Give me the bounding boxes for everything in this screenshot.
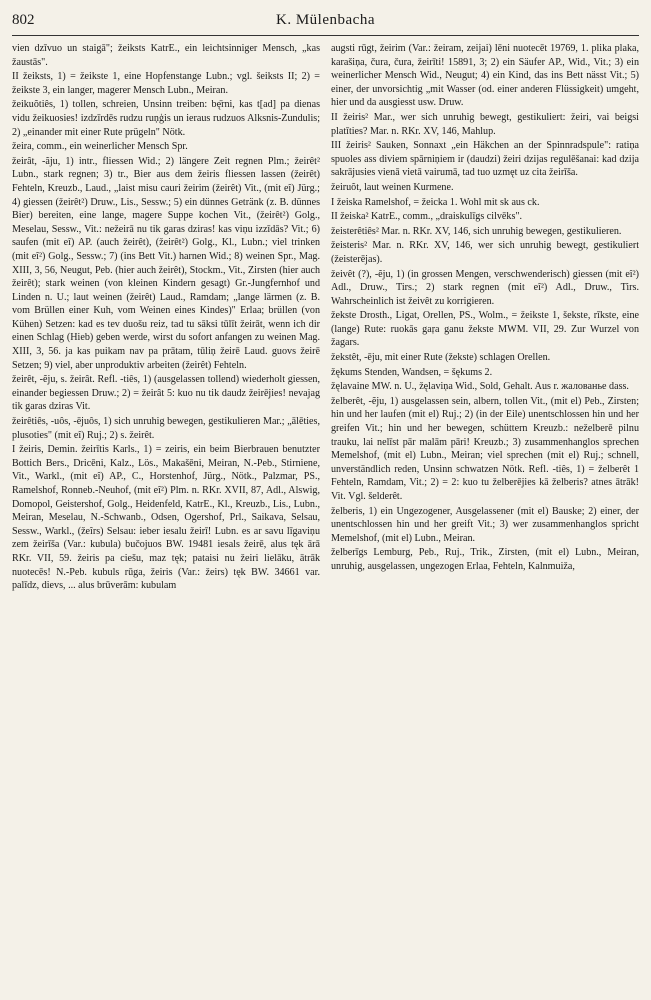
dictionary-entry: želberis, 1) ein Ungezogener, Ausgelassener (mit el) Bauske; 2) einer, der unentschlossen hin und her greift Vit.; 3) wer zusammenhanglos spricht Memelshof, (mit el) Lubn., Meiran. — [331, 505, 639, 544]
right-column — [331, 42, 639, 594]
dictionary-entry: žęlavaine MW. n. U., žęlaviņa Wid., Sold, Gehalt. Aus r. жалованье dass. — [331, 381, 629, 393]
dictionary-entry: augsti rūgt, žeirim (Var.: žeiram, zeijai) lēni nuotecēt 19769, 1. plika plaka, karašiņa, čura, čura, žeirīti! 15891, 3; 2) ein Säufer AP., Wid., Vit.; 3) ein weinerlicher Mensch Wid., Neugut; 4) ein Kind, das ins Bett nässt Vit.; 5) einer, der unvorsichtig „mit Wasser (od. einer anderen Flüssigkeit) umgeht, hier und da ausgiesst usw. Druw. — [331, 43, 639, 109]
dictionary-entry: žeisteris² Mar. n. RKr. XV, 146, wer sich unruhig bewegt, gestikuliert (žeisterējas). — [331, 240, 639, 265]
text-columns — [12, 42, 639, 594]
running-head: K. Mülenbacha — [276, 12, 375, 28]
left-column — [12, 42, 320, 594]
dictionary-entry: žeikuõtiês, 1) tollen, schreien, Unsinn treiben: bę̄rni, kas t[ad] pa dienas vidu žeikuosies! izdzīrdēs rudzu ruņģis un ieraus rudzuos Alksnis-Zundulis; 2) „einander mit einer Rute prügeln" Nötk. — [12, 99, 320, 138]
dictionary-entry: žeirât, -ãju, 1) intr., fliessen Wid.; 2) längere Zeit regnen Plm.; žeirêt² Lubn., stark regnen; 3) tr., Bier aus dem žeiris fliessen lassen (žeirêt) Fehteln, Kreuzb., Laud., „laist misu cauri žeirim (žeirêt) Vit., (mit eî) Jürg.; 4) giessen (žeirêt²) Druw., Lis., Sessw.; 5) ein dünnes Getränk (z. B. dünnes Bier) bereiten, eine lange, magere Suppe kochen Vit., (žeirêt²) Golg., Meselau, Sessw., Vit.: nežeirā nu tik garas dziras! kas viņu izzīdās? Vit.; 6) saufen (mit eî) AP. (auch žeirêt), (žeirêt²) Golg., Kl., Lubn.; viel trinken (mit eî²) Golg., Sessw.; 7) (ins Bett Vit.) harnen Wid.; 8) weinen Spr., Mag. XIII, 3, 56, Neugut, Peb. (hier auch žeirêt), Stockm., Vit., Zirsten (hier auch žeirêt); stark weinen (von kleinen Kindern gesagt) Gr.-Jungfernhof und Linden n. U.; laut weinen (žeirêt) Laud., Ramdam; „lange lärmen (z. B. vom Brüllen einer Kuh, vom Weinen eines Kindes)" Erlaa; brüllen (von Kühen) Setzen: kad es tev duošu reiz, tad tu sāksi tūlīt žeirāt, wenn ich dir einen Schlag (Hieb) geben werde, wirst du sofort anfangen zu weinen Mag. XIII, 3, 56. ja kas puikam nav pa prātam, tūliņ žeirē Laud. guovs žeirē Setzen; 9) viel, aber unproduktiv arbeiten (žeirêt) Fehteln. — [12, 155, 320, 371]
dictionary-entry: III žeiris² Sauken, Sonnaxt „ein Häkchen an der Spinnradspule": ratiņa spuoles ass diviem spārniņiem ir (daudzi) žeiri dzijas regulēšanai: kad dzija sakrājusies vienā vietā vairumā, tad tuo uzmęt uz cita žeirīša. — [331, 140, 639, 179]
dictionary-entry: žekste Drosth., Ligat, Orellen, PS., Wolm., = žeikste 1, šekste, rīkste, eine (lange) Rute: ruokās gaŗa ganu žekste MWM. VII, 29. Zur Wurzel von žagars. — [331, 310, 639, 349]
dictionary-entry: II žeiris² Mar., wer sich unruhig bewegt, gestikuliert: žeiri, vai beigsi platīties? Mar. n. RKr. XV, 146, Mahlup. — [331, 111, 639, 137]
dictionary-entry: želberêt, -ẽju, 1) ausgelassen sein, albern, tollen Vit., (mit el) Peb., Zirsten; hin und her laufen (mit el) Ruj.; 2) (in der Eile) unentschlossen hin und her greifen Vit.; hin und her bewegen, schüttern Kreuzb.: neželberē pilnu trauku, lai nelīst pār malām pāri! Kreuzb.; 3) zusammenhanglos sprechen Memelshof, (mit el) Lubn., Meiran; viel sprechen (mit el) Ruj.; schnell, unverständlich reden, Unsinn schwatzen Nötk. Refl. -tiês, 1) = želberêt 1 Fehteln, Ramdam, Vit.; 2) = 2: kuo tu želberējies kā želberis? atnes ātrāk! Vit. Vgl. šelderêt. — [331, 395, 639, 502]
dictionary-entry: žeiruõt, laut weinen Kurmene. — [331, 181, 454, 193]
dictionary-entry: žeira, comm., ein weinerlicher Mensch Spr. — [12, 141, 188, 153]
dictionary-entry: žeisterêtiês² Mar. n. RKr. XV, 146, sich unruhig bewegen, gestikulieren. — [331, 225, 622, 237]
dictionary-entry: želberīgs Lemburg, Peb., Ruj., Trik., Zirsten, (mit el) Lubn., Meiran, unruhig, ausgelassen, ungezogen Erlaa, Fehteln, Kalnmuiža, — [331, 547, 639, 572]
dictionary-entry: vien dzīvuo un staigā"; žeiksts KatrE., ein leichtsinniger Mensch, „kas žaustās". — [12, 43, 320, 68]
dictionary-entry: žeirêtiês, -uôs, -ējuôs, 1) sich unruhig bewegen, gestikulieren Mar.; „ālēties, plusoties" (mit eî) Ruj.; 2) s. žeirêt. — [12, 416, 320, 441]
dictionary-entry: I žeiska Ramelshof, = žeicka 1. Wohl mit sk aus ck. — [331, 196, 540, 208]
dictionary-entry: I žeiris, Demin. žeirītis Karls., 1) = zeiris, ein beim Bierbrauen benutzter Bottich Bers., Dricēni, Kalz., Lös., Makašēni, Meiran, N.-Peb., Stirniene, Vit., Warkl., (mit eî) AP., C., Horstenhof, Jürg., Nötk., Palzmar, PS., Ramelshof, Ronneb.-Neuhof, (mit eî²) Plm. n. RKr. XVII, 87, Adl., Alswig, Domopol, Geistershof, Golg., Heidenfeld, KatrE., Kl., Kreuzb., Lis., Lubn., Meiran, Meselau, N.-Schwanb., Odsen, Ogershof, Prl., Saikava, Selsau, Sessw., Warkl., (žeîrs) Selsau: ieber iesalu žeirī! Lubn. es ar savu līgaviņu zem žeirīša (Var.: kubula) bučojuos BW. 19481 iesals žeirē, alus tęk ārā RKr. VII, 59. žeiris pa ciešu, maz tęk; pataisi nu žeiri lielāku, ātrāk nuotecēs! N.-Peb. kubuls rūga, žeiris (Var.: žeirs) tęk BW. 34661 var. palīdz, dievs, ... alus brūverām: kubulam — [12, 444, 320, 592]
dictionary-entry: žeivêt (?), -ẽju, 1) (in grossen Mengen, verschwenderisch) giessen (mit eî²) Adl., Druw., Tirs.; 2) stark regnen (mit eî²) Adl., Druw., Tirs. Wahrscheinlich ist žeivêt zu korrigieren. — [331, 268, 639, 307]
dictionary-entry: II žeiksts, 1) = žeikste 1, eine Hopfenstange Lubn.; vgl. šeiksts II; 2) = žeikste 3, ein langer, magerer Mensch Lubn., Meiran. — [12, 71, 320, 96]
dictionary-entry: žękums Stenden, Wandsen, = šękums 2. — [331, 366, 493, 378]
page-header — [12, 12, 639, 36]
dictionary-entry: žeirêt, -ẽju, s. žeirât. Refl. -tiês, 1) (ausgelassen tollend) wiederholt giessen, einander begiessen Druw.; 2) = žeirât 5: kuo nu tik daudz žeirējies! nevajag tik garas dziras Vit. — [12, 374, 320, 413]
page-number: 802 — [12, 12, 35, 28]
dictionary-entry: II žeiska² KatrE., comm., „draiskulīgs cilvēks". — [331, 211, 523, 223]
dictionary-page — [12, 12, 639, 992]
dictionary-entry: žekstêt, -ēju, mit einer Rute (žekste) schlagen Orellen. — [331, 352, 551, 364]
